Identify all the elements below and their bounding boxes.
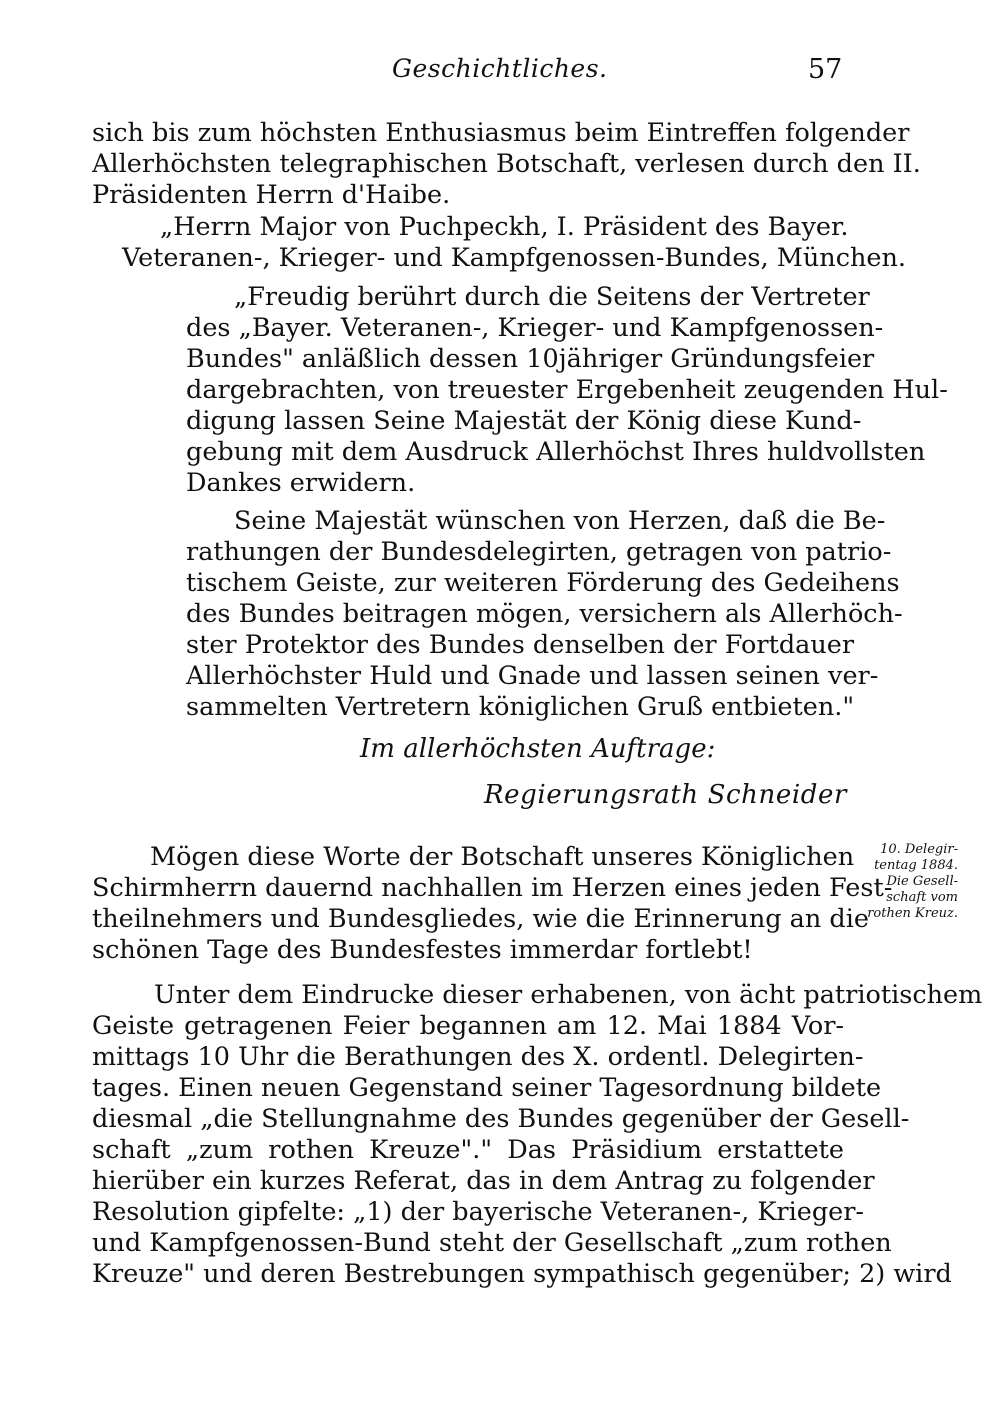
text-line: diesmal „die Stellungnahme des Bundes gegenüber der Gesell- (92, 1104, 910, 1134)
telegram-address (92, 212, 907, 274)
margin-note-line: Die Gesell- (886, 874, 958, 889)
text-line: „Herrn Major von Puchpeckh, I. Präsident des Bayer. (160, 212, 849, 242)
page-number: 57 (808, 54, 843, 85)
text-line: Bundes" anläßlich dessen 10jähriger Gründungsfeier (186, 344, 875, 374)
text-line: „Freudig berührt durch die Seitens der Vertreter (234, 282, 870, 312)
telegram-paragraph-1 (186, 282, 948, 499)
signature-commission: Im allerhöchsten Auftrage: (360, 734, 716, 764)
text-line: mittags 10 Uhr die Berathungen des X. ordentl. Delegirten- (92, 1042, 864, 1072)
text-line: ster Protektor des Bundes denselben der Fortdauer (186, 630, 855, 660)
text-line: digung lassen Seine Majestät der König diese Kund- (186, 406, 862, 436)
signature-name: Regierungsrath Schneider (484, 780, 848, 810)
text-line: Kreuze" und deren Bestrebungen sympathisch gegenüber; 2) wird (92, 1259, 952, 1289)
margin-note-line: tentag 1884. (874, 858, 958, 873)
text-line: rathungen der Bundesdelegirten, getragen von patrio- (186, 537, 892, 567)
text-line: Veteranen-, Krieger- und Kampfgenossen-Bundes, München. (122, 243, 907, 273)
margin-note-line: schaft vom (886, 890, 958, 905)
text-line: theilnehmers und Bundesgliedes, wie die Erinnerung an die (92, 904, 869, 934)
text-line: des Bundes beitragen mögen, versichern als Allerhöch- (186, 599, 903, 629)
text-line: sich bis zum höchsten Enthusiasmus beim Eintreffen folgender (92, 118, 910, 148)
margin-note-line: rothen Kreuz. (867, 906, 958, 921)
text-line: des „Bayer. Veteranen-, Krieger- und Kampfgenossen- (186, 313, 884, 343)
text-line: Dankes erwidern. (186, 468, 416, 498)
telegram-paragraph-2 (186, 506, 903, 723)
text-line: tages. Einen neuen Gegenstand seiner Tagesordnung bildete (92, 1073, 882, 1103)
paragraph-delegates-day (92, 980, 983, 1290)
running-header: Geschichtliches. (392, 54, 608, 83)
text-line: und Kampfgenossen-Bund steht der Gesellschaft „zum rothen (92, 1228, 892, 1258)
text-line: schaft „zum rothen Kreuze"." Das Präsidium erstattete (92, 1135, 844, 1165)
text-line: Unter dem Eindrucke dieser erhabenen, von ächt patriotischem (154, 980, 983, 1010)
paragraph-closing-wish (92, 842, 893, 966)
text-line: Präsidenten Herrn d'Haibe. (92, 180, 451, 210)
text-line: hierüber ein kurzes Referat, das in dem Antrag zu folgender (92, 1166, 875, 1196)
text-line: Geiste getragenen Feier begannen am 12. Mai 1884 Vor- (92, 1011, 844, 1041)
text-line: Schirmherrn dauernd nachhallen im Herzen eines jeden Fest- (92, 873, 893, 903)
text-line: sammelten Vertretern königlichen Gruß entbieten." (186, 692, 855, 722)
text-line: gebung mit dem Ausdruck Allerhöchst Ihres huldvollsten (186, 437, 926, 467)
text-line: schönen Tage des Bundesfestes immerdar fortlebt! (92, 935, 753, 965)
paragraph-intro (92, 118, 921, 211)
text-line: Allerhöchsten telegraphischen Botschaft, verlesen durch den II. (92, 149, 921, 179)
text-line: Allerhöchster Huld und Gnade und lassen seinen ver- (186, 661, 879, 691)
margin-note (846, 842, 958, 922)
text-line: Resolution gipfelte: „1) der bayerische Veteranen-, Krieger- (92, 1197, 865, 1227)
text-line: tischem Geiste, zur weiteren Förderung des Gedeihens (186, 568, 900, 598)
text-line: dargebrachten, von treuester Ergebenheit zeugenden Hul- (186, 375, 948, 405)
text-line: Mögen diese Worte der Botschaft unseres Königlichen (150, 842, 855, 872)
text-line: Seine Majestät wünschen von Herzen, daß die Be- (234, 506, 886, 536)
margin-note-line: 10. Delegir- (880, 842, 958, 857)
